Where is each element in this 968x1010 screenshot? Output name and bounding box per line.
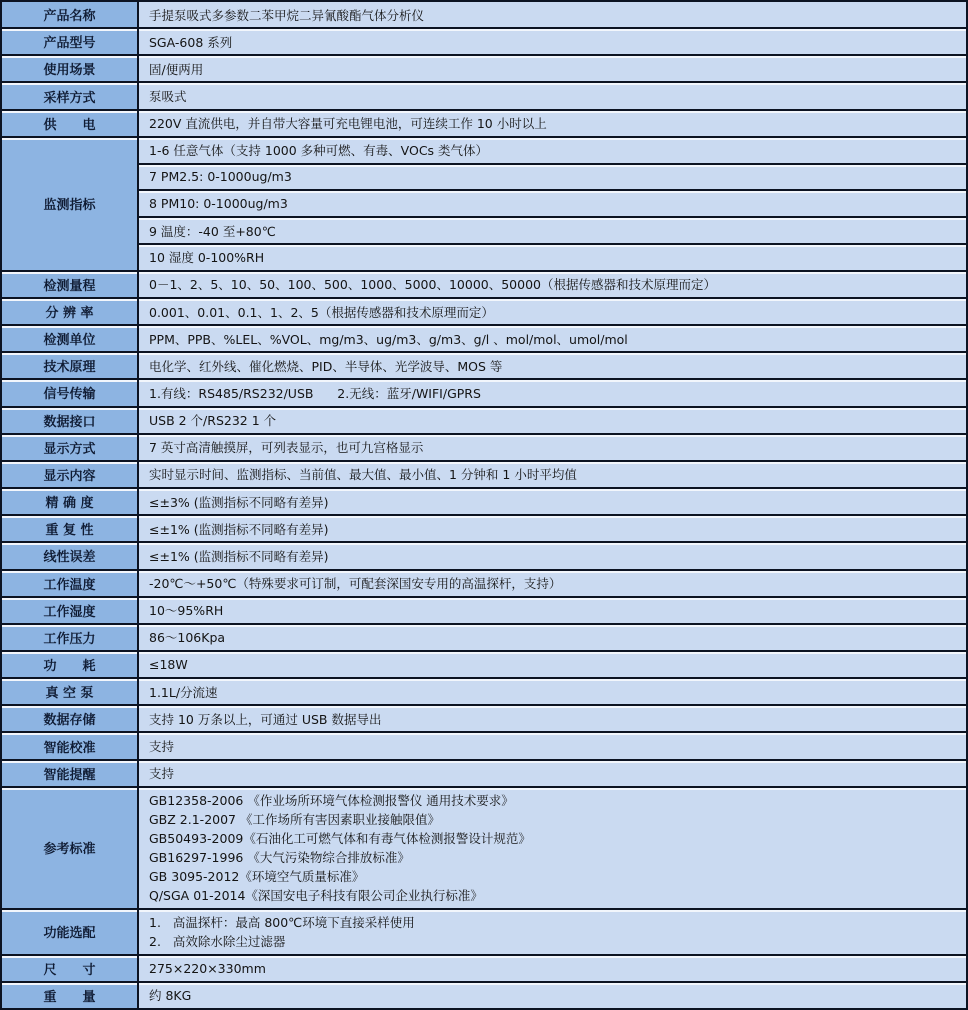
spec-row-reference-standards	[2, 786, 966, 908]
spec-value: 220V 直流供电，并自带大容量可充电锂电池，可连续工作 10 小时以上	[139, 111, 966, 136]
monitoring-indicator-item: 7 PM2.5: 0-1000ug/m3	[139, 163, 966, 190]
monitoring-indicator-item: 1-6 任意气体（支持 1000 多种可燃、有毒、VOCs 类气体）	[149, 143, 489, 159]
spec-value: 7 英寸高清触摸屏，可列表显示，也可九宫格显示	[139, 435, 966, 460]
spec-value: 0－1、2、5、10、50、100、500、1000、5000、10000、50000（根据传感器和技术原理而定）	[139, 272, 966, 297]
spec-label: 显示内容	[2, 462, 139, 487]
spec-value: 10～95%RH	[139, 598, 966, 623]
monitoring-indicator-list	[139, 138, 966, 270]
spec-row-working-humidity	[2, 596, 966, 623]
spec-label: 分 辨 率	[2, 299, 139, 324]
monitoring-indicator-item: 9 温度：-40 至+80℃	[139, 216, 966, 243]
spec-label: 重 复 性	[2, 516, 139, 541]
spec-label: 尺 寸	[2, 956, 139, 981]
spec-row-sampling-method	[2, 81, 966, 108]
spec-row-data-storage	[2, 704, 966, 731]
spec-row-technical-principle	[2, 351, 966, 378]
spec-label: 智能提醒	[2, 761, 139, 786]
spec-value: ≤18W	[139, 652, 966, 677]
spec-label: 工作压力	[2, 625, 139, 650]
spec-row-accuracy	[2, 487, 966, 514]
spec-row-power-supply	[2, 109, 966, 136]
spec-value: 1.1L/分流速	[139, 679, 966, 704]
spec-row-detection-unit	[2, 324, 966, 351]
spec-value: 实时显示时间、监测指标、当前值、最大值、最小值、1 分钟和 1 小时平均值	[139, 462, 966, 487]
spec-value: USB 2 个/RS232 1 个	[139, 408, 966, 433]
spec-row-monitoring-indicators	[2, 136, 966, 270]
spec-value: ≤±1% (监测指标不同略有差异)	[139, 516, 966, 541]
spec-label: 数据存储	[2, 706, 139, 731]
spec-label: 工作湿度	[2, 598, 139, 623]
spec-row-detection-range	[2, 270, 966, 297]
spec-value: ≤±1% (监测指标不同略有差异)	[139, 543, 966, 568]
spec-value: 0.001、0.01、0.1、1、2、5（根据传感器和技术原理而定）	[139, 299, 966, 324]
optional-feature-item: 2. 高效除水除尘过滤器	[149, 934, 286, 950]
spec-row-signal-transmission	[2, 378, 966, 405]
spec-row-product-name	[2, 2, 966, 27]
monitoring-indicator-item: 10 湿度 0-100%RH	[139, 243, 966, 270]
optional-feature-item: 1. 高温探杆：最高 800℃环境下直接采样使用	[149, 915, 415, 931]
spec-label: 产品型号	[2, 29, 139, 54]
spec-label: 供 电	[2, 111, 139, 136]
spec-row-vacuum-pump	[2, 677, 966, 704]
spec-label: 使用场景	[2, 56, 139, 81]
spec-label: 显示方式	[2, 435, 139, 460]
spec-label: 智能校准	[2, 733, 139, 758]
spec-row-display-mode	[2, 433, 966, 460]
reference-standard-item: GB16297-1996 《大气污染物综合排放标准》	[149, 850, 410, 866]
spec-value: -20℃～+50℃（特殊要求可订制，可配套深国安专用的高温探杆，支持）	[139, 571, 966, 596]
spec-label: 检测量程	[2, 272, 139, 297]
spec-row-working-pressure	[2, 623, 966, 650]
spec-row-optional-features	[2, 908, 966, 954]
spec-label: 技术原理	[2, 353, 139, 378]
reference-standard-item: Q/SGA 01-2014《深国安电子科技有限公司企业执行标准》	[149, 888, 483, 904]
monitoring-indicator-item: 8 PM10: 0-1000ug/m3	[139, 189, 966, 216]
spec-row-working-temperature	[2, 569, 966, 596]
spec-value: 电化学、红外线、催化燃烧、PID、半导体、光学波导、MOS 等	[139, 353, 966, 378]
spec-row-model	[2, 27, 966, 54]
spec-label: 功 耗	[2, 652, 139, 677]
spec-row-data-interface	[2, 406, 966, 433]
spec-value: 固/便两用	[139, 56, 966, 81]
spec-value: 1.有线：RS485/RS232/USB 2.无线：蓝牙/WIFI/GPRS	[139, 380, 966, 405]
reference-standard-item: GBZ 2.1-2007 《工作场所有害因素职业接触限值》	[149, 812, 440, 828]
spec-label: 真 空 泵	[2, 679, 139, 704]
spec-row-dimensions	[2, 954, 966, 981]
spec-label: 数据接口	[2, 408, 139, 433]
spec-label: 功能选配	[2, 910, 139, 954]
spec-value: 86～106Kpa	[139, 625, 966, 650]
spec-label: 参考标准	[2, 788, 139, 908]
spec-row-linearity-error	[2, 541, 966, 568]
spec-row-smart-reminder	[2, 759, 966, 786]
spec-value: 泵吸式	[139, 83, 966, 108]
spec-label: 重 量	[2, 983, 139, 1008]
spec-value: 手提泵吸式多参数二苯甲烷二异氰酸酯气体分析仪	[149, 7, 425, 23]
spec-label: 信号传输	[2, 380, 139, 405]
spec-label: 检测单位	[2, 326, 139, 351]
spec-row-smart-calibration	[2, 731, 966, 758]
spec-value: PPM、PPB、%LEL、%VOL、mg/m3、ug/m3、g/m3、g/l 、mol/mol、umol/mol	[139, 326, 966, 351]
spec-value: 约 8KG	[139, 983, 966, 1008]
spec-label: 线性误差	[2, 543, 139, 568]
spec-row-repeatability	[2, 514, 966, 541]
reference-standard-item: GB50493-2009《石油化工可燃气体和有毒气体检测报警设计规范》	[149, 831, 531, 847]
optional-features-list	[139, 910, 966, 954]
spec-label: 工作温度	[2, 571, 139, 596]
spec-row-weight	[2, 981, 966, 1008]
spec-label: 精 确 度	[2, 489, 139, 514]
spec-value: ≤±3% (监测指标不同略有差异)	[139, 489, 966, 514]
spec-value: 支持	[139, 761, 966, 786]
spec-row-power-consumption	[2, 650, 966, 677]
reference-standard-item: GB 3095-2012《环境空气质量标准》	[149, 869, 365, 885]
spec-label: 采样方式	[2, 83, 139, 108]
reference-standards-list	[139, 788, 966, 908]
spec-label: 产品名称	[2, 2, 139, 27]
spec-row-resolution	[2, 297, 966, 324]
spec-value: SGA-608 系列	[139, 29, 966, 54]
spec-value: 支持 10 万条以上，可通过 USB 数据导出	[139, 706, 966, 731]
spec-label: 监测指标	[2, 138, 139, 270]
spec-row-usage-scene	[2, 54, 966, 81]
spec-value: 275×220×330mm	[139, 956, 966, 981]
spec-value: 支持	[139, 733, 966, 758]
spec-row-display-content	[2, 460, 966, 487]
reference-standard-item: GB12358-2006 《作业场所环境气体检测报警仪 通用技术要求》	[149, 793, 514, 809]
